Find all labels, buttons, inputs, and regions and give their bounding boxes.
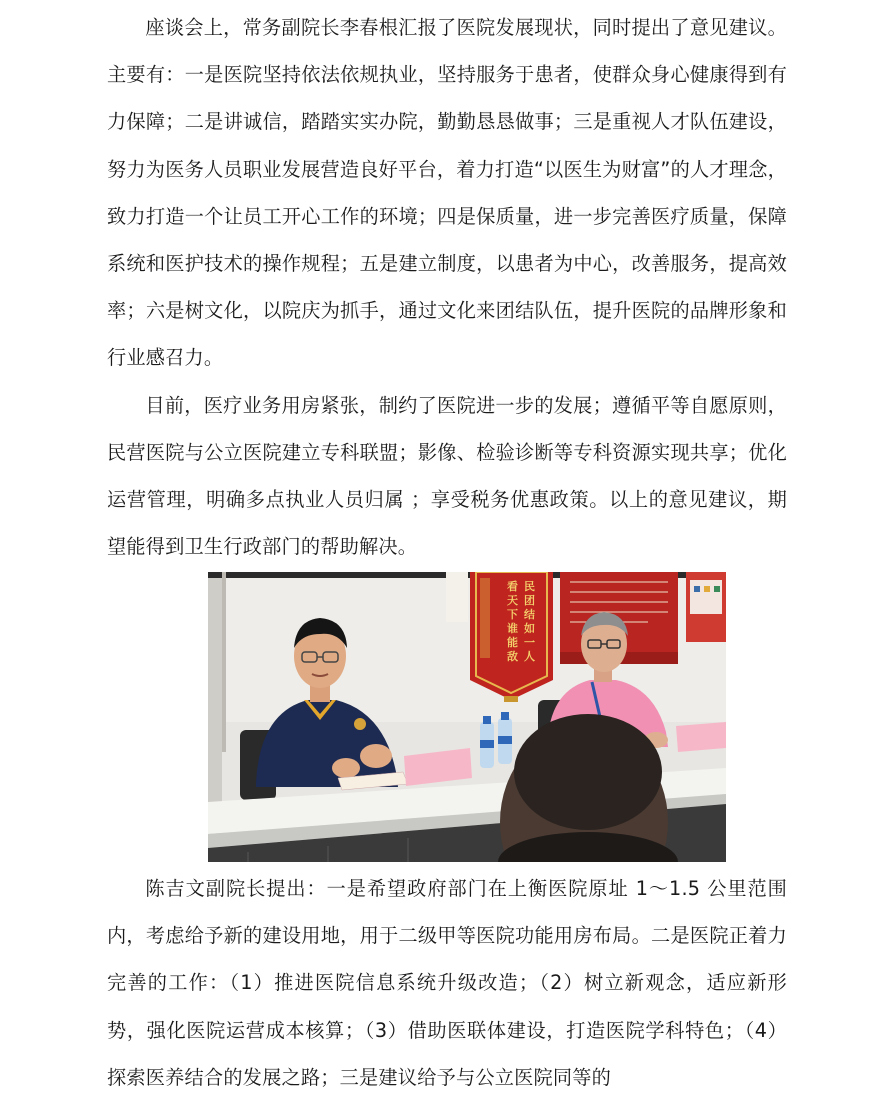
svg-text:看: 看 (507, 580, 518, 593)
paragraph-current-issues: 目前，医疗业务用房紧张，制约了医院进一步的发展；遵循平等自愿原则，民营医院与公立医院建立专科联盟；影像、检验诊断等专科资源实现共享；优化运营管理，明确多点执业人员归属 ；享受税务优惠政策。以上的意见建议，期望能得到卫生行政部门的帮助解决。 (107, 393, 787, 559)
svg-text:能: 能 (507, 636, 518, 649)
paragraph-symposium-report: 座谈会上，常务副院长李春根汇报了医院发展现状，同时提出了意见建议。主要有：一是医院坚持依法依规执业，坚持服务于患者，使群众身心健康得到有力保障；二是讲诚信，踏踏实实办院，勤勤恳恳做事；三是重视人才队伍建设，努力为医务人员职业发展营造良好平台，着力打造“以医生为财富”的人才理念，致力打造一个让员工开心工作的环境；四是保质量，进一步完善医疗质量，保障系统和医护技术的操作规程；五是建立制度，以患者为中心，改善服务，提高效率；六是树文化，以院庆为抓手，通过文化来团结队伍，提升医院的品牌形象和行业感召力。 (107, 16, 787, 370)
meeting-photo (208, 572, 726, 862)
svg-text:团: 团 (524, 594, 535, 607)
paragraph-vice-president-proposals: 陈吉文副院长提出：一是希望政府部门在上衡医院原址 1～1.5 公里范围内，考虑给予新的建设用地，用于二级甲等医院功能用房布局。二是医院正着力完善的工作：（1）推进医院信息系统升级改造；（2）树立新观念，适应新形势，强化医院运营成本核算；（3）借助医联体建设，打造医院学科特色；（4）探索医养结合的发展之路；三是建议给予与公立医院同等的 (107, 877, 787, 1089)
document-body-bottom (107, 865, 787, 1101)
svg-text:如: 如 (524, 622, 535, 635)
svg-text:民: 民 (524, 580, 535, 593)
svg-text:谁: 谁 (507, 622, 518, 635)
svg-text:敌: 敌 (507, 650, 518, 663)
svg-text:人: 人 (524, 650, 535, 663)
svg-text:一: 一 (524, 636, 535, 649)
red-pennant-banner (470, 572, 553, 702)
small-poster (686, 572, 726, 642)
document-body-top (107, 4, 787, 570)
svg-text:结: 结 (524, 608, 535, 621)
svg-text:天: 天 (507, 594, 518, 607)
svg-text:下: 下 (507, 608, 518, 621)
